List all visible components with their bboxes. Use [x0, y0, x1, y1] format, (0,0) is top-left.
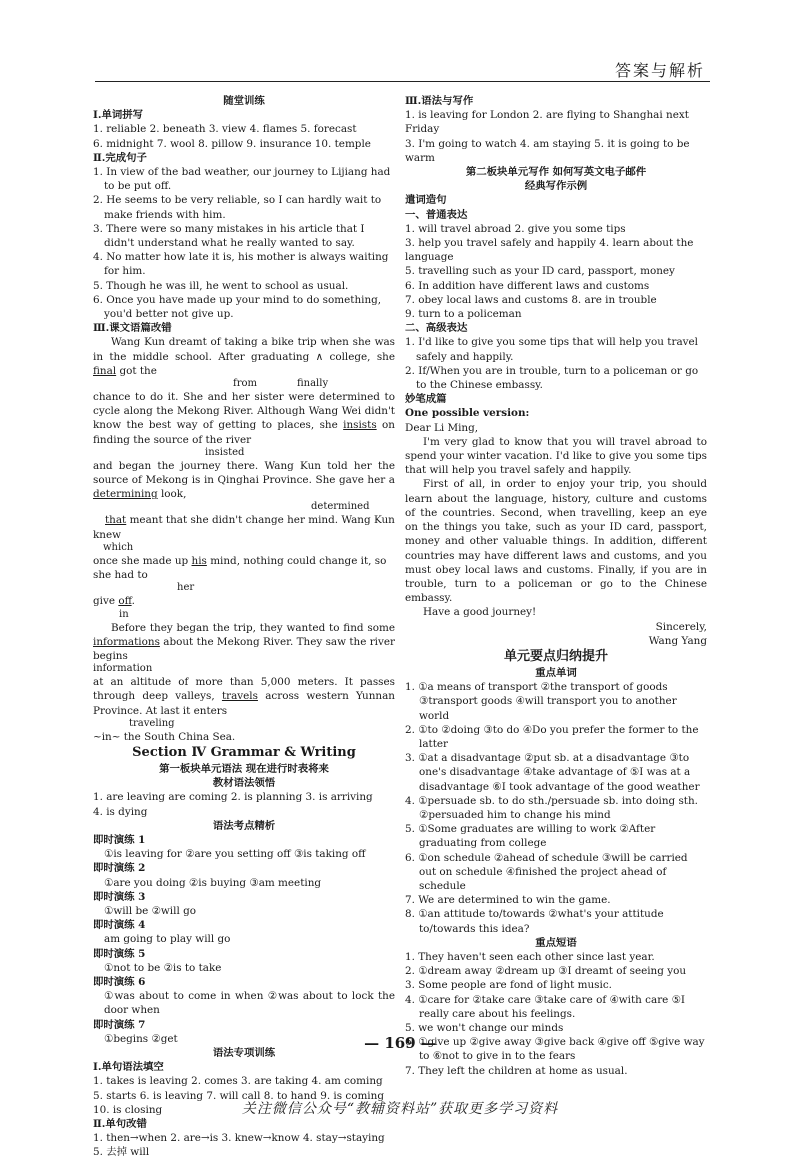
answer-line: 5. starts 6. is leaving 7. will call 8. to hand 9. is coming	[93, 1089, 384, 1102]
section-title: 随堂训练	[223, 95, 265, 107]
answer-item: 3. There were so many mistakes in his article that I didn't understand what he really wanted to say.	[93, 222, 365, 250]
error-word: travels	[221, 690, 258, 703]
answer-item: 7. They left the children at home as usual.	[405, 1064, 628, 1077]
drill-answer: ①not to be ②is to take	[104, 961, 222, 974]
error-word: informations	[93, 635, 160, 648]
header-rule	[95, 81, 710, 82]
subsection-heading: Ⅲ.课文语篇改错	[93, 322, 172, 335]
subsection-heading: Ⅱ.完成句子	[93, 151, 147, 164]
answer-item: 3. ①at a disadvantage ②put sb. at a disadvantage ③to one's disadvantage ④take advantage of ⑤I was at a disadvantage ⑥I took advantage of the good weather	[405, 752, 700, 793]
block-subtitle: 教材语法领悟	[212, 777, 276, 790]
subsection-heading: Ⅰ.单词拼写	[93, 109, 144, 122]
error-word: final	[93, 364, 117, 377]
letter-signature: Wang Yang	[648, 634, 707, 647]
error-word: determining	[93, 488, 158, 501]
answer-item: 4. No matter how late it is, his mother is always waiting for him.	[93, 251, 389, 278]
error-word: insists	[343, 419, 377, 432]
letter-paragraph: First of all, in order to enjoy your trip, you should learn about the language, history, culture and customs of the countries. Second, when travelling, keep an eye on the things you take, such as your ID card, passport, money and other valuable things. In addition, different countries may have different laws and customs, and you must obey local laws and customs. Finally, if you are in trouble, turn to a policeman or go to the Chinese embassy.	[405, 478, 707, 605]
correction-paragraph: ~in~ the South China Sea.	[93, 730, 236, 743]
right-column	[405, 94, 707, 1078]
drill-heading: 即时演练 5	[93, 947, 146, 960]
drill-heading: 即时演练 2	[93, 862, 146, 875]
answer-line: 6. In addition have different laws and customs	[405, 279, 650, 292]
answer-item: 2. If/When you are in trouble, turn to a policeman or go to the Chinese embassy.	[405, 364, 699, 392]
correction-paragraph: chance to do it. She and her sister were determined to cycle along the Mekong River. Although Wang Wei didn't know the best way of getting to places, she insists on finding the source of the river	[93, 391, 395, 446]
header-title: 答案与解析	[614, 61, 705, 80]
correction-paragraph: and began the journey there. Wang Kun told her the source of Mekong is in Qinghai Province. She gave her a determining look,	[93, 459, 395, 501]
correction-paragraph: Before they began the trip, they wanted to find some informations about the Mekong River. They saw the river begins	[93, 621, 395, 662]
drill-answer: ①was about to come in when ②was about to lock the door when	[104, 990, 395, 1017]
footer-note: 关注微信公众号“教辅资料站”获取更多学习资料	[241, 1101, 559, 1117]
left-column	[93, 94, 395, 1160]
answer-item: 2. He seems to be very reliable, so I can hardly wait to make friends with him.	[93, 194, 382, 221]
drill-answer: ①will be ②will go	[104, 904, 196, 917]
insert-mark: ∧	[315, 350, 324, 363]
answer-line: 1. then→when 2. are→is 3. knew→know 4. stay→staying	[93, 1132, 385, 1145]
block-title: 第一板块单元语法 现在进行时表将来	[159, 762, 329, 775]
letter-greeting: Dear Li Ming,	[405, 421, 479, 434]
answer-item: 8. ①an attitude to/towards ②what's your attitude to/towards this idea?	[405, 908, 664, 935]
answer-item: 5. ①Some graduates are willing to work ②After graduating from college	[405, 823, 656, 850]
drill-answer: ①begins ②get	[104, 1032, 178, 1045]
version-label: One possible version:	[405, 407, 530, 420]
correction-note: insisted	[205, 446, 245, 458]
deletion-mark: ~in~	[93, 730, 121, 743]
answer-item: 1. In view of the bad weather, our journey to Lijiang had to be put off.	[93, 166, 391, 193]
block-subtitle: 语法专项训练	[212, 1046, 276, 1059]
answer-item: 7. We are determined to win the game.	[405, 894, 611, 907]
subsection-heading: 遣词造句	[405, 194, 447, 207]
answer-item: 5. Though he was ill, he went to school as usual.	[93, 279, 349, 292]
answer-item: 2. ①dream away ②dream up ③I dreamt of seeing you	[405, 965, 687, 978]
answer-line: 1. will travel abroad 2. give you some tips	[405, 222, 626, 235]
answer-line: 7. obey local laws and customs 8. are in trouble	[405, 293, 657, 306]
answer-line: 1. are leaving are coming 2. is planning 3. is arriving	[93, 791, 373, 804]
subsection-heading: 二、高级表达	[405, 322, 468, 335]
section-heading: Section Ⅳ Grammar & Writing	[132, 744, 356, 760]
block-subtitle: 经典写作示例	[524, 180, 588, 193]
answer-line: 1. takes is leaving 2. comes 3. are taking 4. am coming	[93, 1075, 383, 1088]
answer-line: 5. travelling such as your ID card, passport, money	[405, 265, 675, 278]
drill-heading: 即时演练 3	[93, 890, 146, 903]
block-subtitle: 重点短语	[535, 936, 577, 949]
letter-paragraph: I'm very glad to know that you will travel abroad to spend your winter vacation. I'd like to give you some tips that will help you travel safely and happily.	[405, 435, 707, 477]
correction-note: which	[103, 541, 134, 553]
answer-item: 3. Some people are fond of light music.	[405, 979, 612, 992]
subsection-heading: 一、普通表达	[405, 208, 468, 221]
answer-line: 9. turn to a policeman	[405, 308, 522, 321]
answer-item: 6. Once you have made up your mind to do something, you'd better not give up.	[93, 293, 382, 321]
page-number: — 169 —	[364, 1034, 436, 1052]
answer-item: 4. ①care for ②take care ③take care of ④with care ⑤I really care about his feelings.	[405, 993, 686, 1020]
drill-heading: 即时演练 6	[93, 975, 146, 988]
correction-note: determined	[311, 501, 370, 513]
correction-note: in	[119, 608, 129, 620]
answer-item: 1. I'd like to give you some tips that will help you travel safely and happily.	[405, 336, 698, 363]
answer-line: 5. 去掉 will	[93, 1146, 150, 1159]
answer-line: 1. reliable 2. beneath 3. view 4. flames 5. forecast	[93, 123, 357, 136]
drill-heading: 即时演练 7	[93, 1018, 146, 1031]
answer-line: 6. midnight 7. wool 8. pillow 9. insurance 10. temple	[93, 137, 371, 150]
answer-line: 3. help you travel safely and happily 4. learn about the language	[405, 237, 694, 264]
correction-paragraph: give off.	[93, 595, 135, 608]
letter-closing: Sincerely,	[655, 620, 707, 633]
page-header	[0, 0, 800, 90]
subsection-heading: Ⅱ.单句改错	[93, 1118, 147, 1130]
block-title: 第二板块单元写作 如何写英文电子邮件	[465, 166, 647, 179]
drill-answer: ①are you doing ②is buying ③am meeting	[104, 876, 322, 889]
answer-line: 1. is leaving for London 2. are flying to Shanghai next Friday	[405, 109, 689, 136]
drill-answer: ①is leaving for ②are you setting off ③is taking off	[104, 848, 366, 861]
section-heading: 单元要点归纳提升	[503, 648, 608, 664]
subsection-heading: Ⅰ.单句语法填空	[93, 1061, 164, 1074]
answer-item: 4. ①persuade sb. to do sth./persuade sb. into doing sth. ②persuaded him to change his mind	[405, 794, 698, 821]
drill-heading: 即时演练 4	[93, 919, 146, 932]
block-subtitle: 重点单词	[535, 666, 577, 679]
answer-item: 6. ①on schedule ②ahead of schedule ③will be carried out on schedule ④finished the project ahead of schedule	[405, 851, 688, 892]
correction-paragraph: that meant that she didn't change her mind. Wang Kun knew	[93, 514, 395, 541]
answer-item: 2. ①to ②doing ③to do ④Do you prefer the former to the latter	[405, 723, 699, 750]
correction-note: her	[177, 582, 195, 594]
block-subtitle: 语法考点精析	[212, 819, 276, 832]
answer-item: 1. ①a means of transport ②the transport of goods ③transport goods ④will transport you to another world	[405, 681, 677, 722]
subsection-heading: 妙笔成篇	[405, 393, 447, 406]
answer-line: 10. is closing	[93, 1103, 163, 1116]
answer-line: 3. I'm going to watch 4. am staying 5. it is going to be warm	[405, 137, 690, 164]
answer-item: 6. ①give up ②give away ③give back ④give off ⑤give way to ⑥not to give in to the fears	[405, 1036, 705, 1063]
answer-item: 1. They haven't seen each other since last year.	[405, 950, 655, 963]
error-word: his	[191, 554, 207, 567]
error-word: that	[105, 514, 127, 527]
correction-paragraph: at an altitude of more than 5,000 meters. It passes through deep valleys, travels across western Yunnan Province. At last it enters	[93, 676, 395, 717]
answer-line: 4. is dying	[93, 805, 148, 818]
correction-note: information	[93, 663, 153, 675]
correction-note: traveling	[129, 717, 175, 729]
answer-item: 5. we won't change our minds	[405, 1022, 564, 1034]
letter-paragraph: Have a good journey!	[423, 606, 537, 619]
drill-answer: am going to play will go	[104, 933, 231, 946]
correction-note: from finally	[233, 378, 329, 390]
error-word: off	[118, 595, 132, 608]
correction-paragraph: once she made up his mind, nothing could change it, so she had to	[93, 554, 387, 582]
subsection-heading: Ⅲ.语法与写作	[405, 95, 474, 107]
correction-paragraph: Wang Kun dreamt of taking a bike trip when she was in the middle school. After graduating ∧ college, she final got the	[93, 336, 395, 377]
drill-heading: 即时演练 1	[93, 833, 146, 846]
